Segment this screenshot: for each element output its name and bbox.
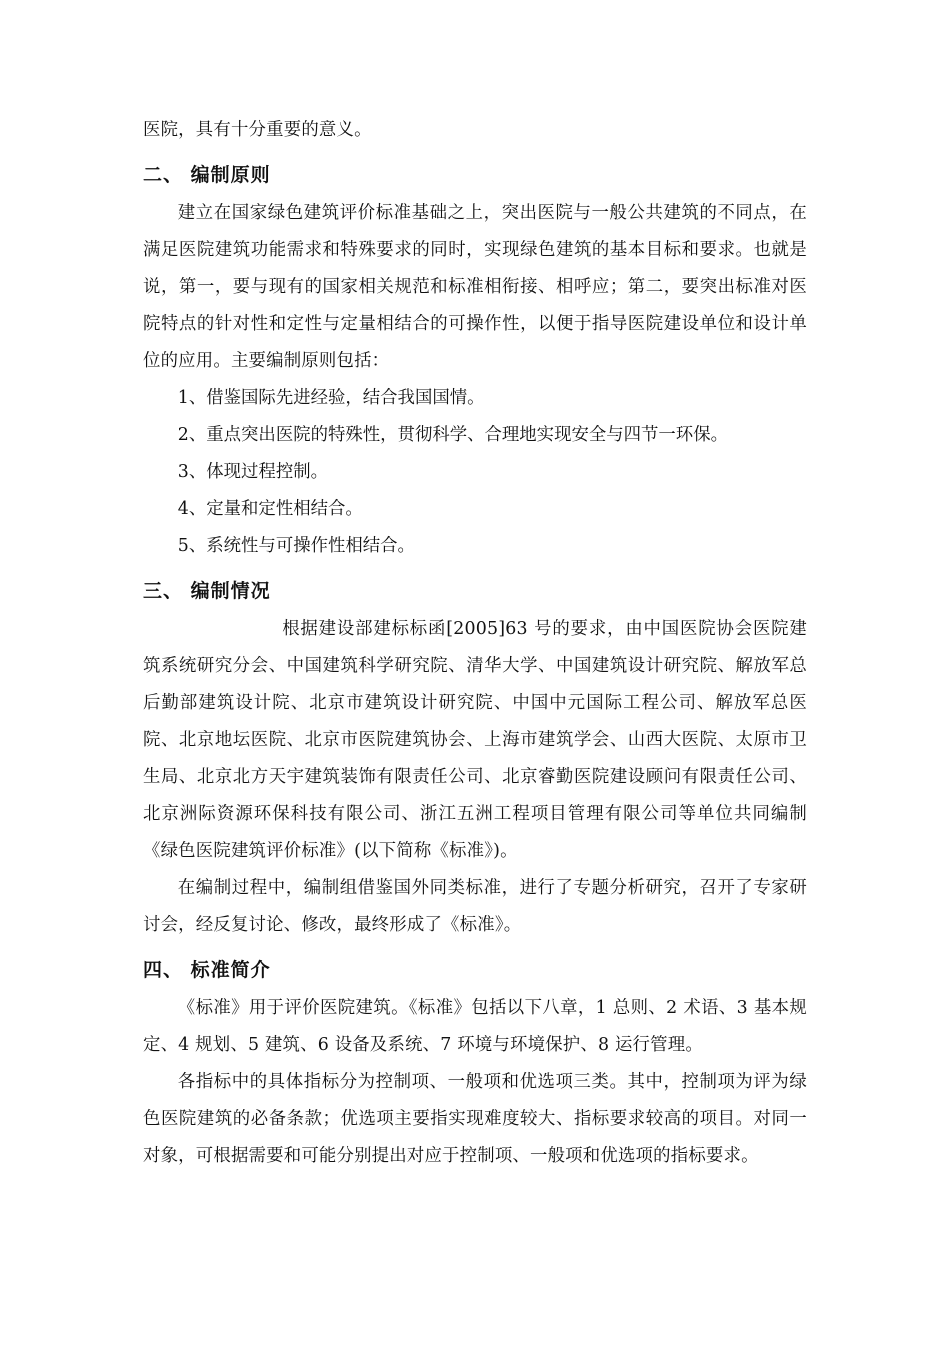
intro-fragment: 医院，具有十分重要的意义。 (143, 120, 372, 140)
principle-item-5: 5、系统性与可操作性相结合。 (177, 536, 415, 556)
section-heading-situation: 三、 编制情况 (143, 580, 271, 602)
principle-item-3: 3、体现过程控制。 (177, 462, 328, 482)
section-heading-principles: 二、 编制原则 (143, 164, 271, 186)
principle-item-1: 1、借鉴国际先进经验，结合我国国情。 (177, 388, 485, 408)
situation-paragraph-1: 根据建设部建标标函[2005]63 号的要求，由中国医院协会医院建筑系统研究分会、中国建筑科学研究院、清华大学、中国建筑设计研究院、解放军总后勤部建筑设计院、北京市建筑设计研究院、中国中元国际工程公司、解放军总医院、北京地坛医院、北京市医院建筑协会、上海市建筑学会、山西大医院、太原市卫生局、北京北方天宇建筑装饰有限责任公司、北京睿勤医院建设顾问有限责任公司、北京洲际资源环保科技有限公司、浙江五洲工程项目管理有限公司等单位共同编制《绿色医院建筑评价标准》(以下简称《标准》)。 (143, 619, 807, 861)
summary-paragraph-1: 《标准》用于评价医院建筑。《标准》包括以下八章，1 总则、2 术语、3 基本规定、4 规划、5 建筑、6 设备及系统、7 环境与环境保护、8 运行管理。 (143, 998, 807, 1055)
principle-item-4: 4、定量和定性相结合。 (177, 499, 363, 519)
section-heading-summary: 四、 标准简介 (143, 959, 271, 981)
document-body (143, 112, 807, 1175)
situation-paragraph-2: 在编制过程中，编制组借鉴国外同类标准，进行了专题分析研究，召开了专家研讨会，经反复讨论、修改，最终形成了《标准》。 (143, 878, 807, 935)
principle-item-2: 2、重点突出医院的特殊性，贯彻科学、合理地实现安全与四节一环保。 (177, 425, 728, 445)
principles-paragraph: 建立在国家绿色建筑评价标准基础之上，突出医院与一般公共建筑的不同点，在满足医院建筑功能需求和特殊要求的同时，实现绿色建筑的基本目标和要求。也就是说，第一，要与现有的国家相关规范和标准相衔接、相呼应；第二，要突出标准对医院特点的针对性和定性与定量相结合的可操作性，以便于指导医院建设单位和设计单位的应用。主要编制原则包括： (143, 203, 807, 371)
summary-paragraph-2: 各指标中的具体指标分为控制项、一般项和优选项三类。其中，控制项为评为绿色医院建筑的必备条款；优选项主要指实现难度较大、指标要求较高的项目。对同一对象，可根据需要和可能分别提出对应于控制项、一般项和优选项的指标要求。 (143, 1072, 807, 1166)
